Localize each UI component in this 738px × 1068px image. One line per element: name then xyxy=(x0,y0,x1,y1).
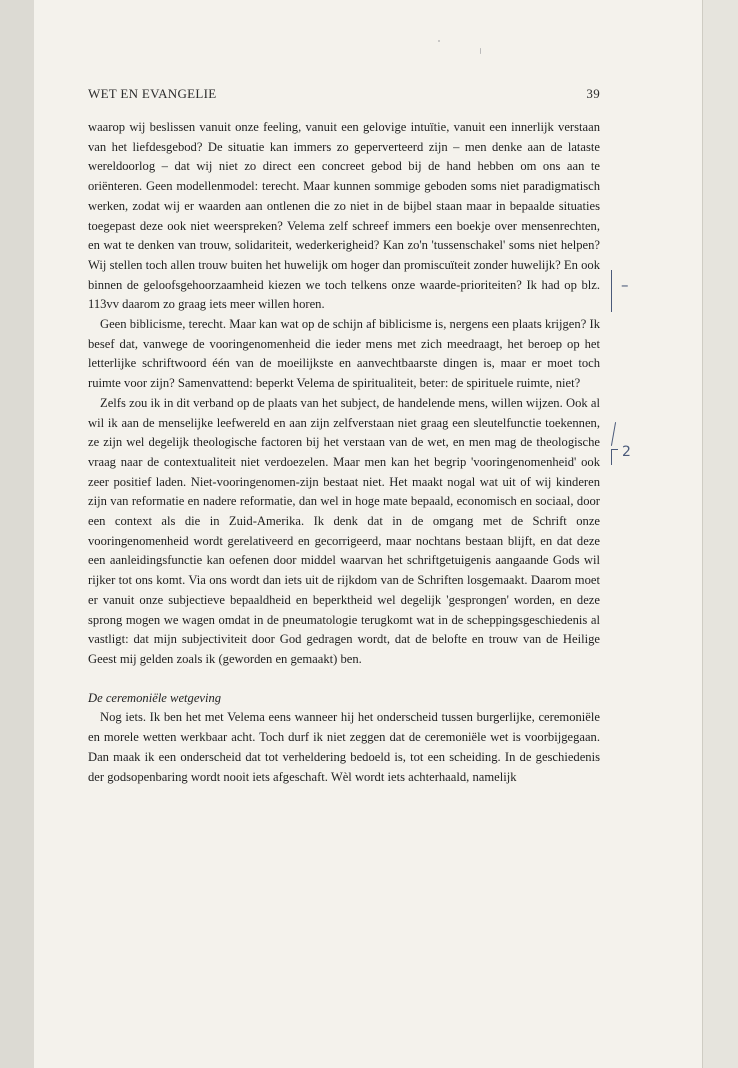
section-heading: De ceremoniële wetgeving xyxy=(88,690,222,705)
running-title: WET EN EVANGELIE xyxy=(88,86,217,101)
speck xyxy=(438,40,440,42)
speck xyxy=(480,48,481,54)
margin-bracket-1 xyxy=(611,270,612,312)
margin-note-1: – xyxy=(621,276,629,294)
margin-note-2: 2 xyxy=(622,444,631,460)
paragraph-1: waarop wij beslissen vanuit onze feeling, vanuit een gelovige intuïtie, vanuit een innerlijk verstaan van het liefdesgebod? De situatie kan immers zo geperverteerd zijn – men denke aan de lataste wereldoorlog – dat wij niet zo direct een concreet gebod bij de hand hebben om ons aan te oriënteren. Geen modellenmodel: terecht. Maar kunnen sommige geboden soms niet paradigmatisch werken, zodat wij er waarden aan ontlenen die zo niet in de bijbel staan maar in bepaalde situaties toegepast deze ook niet weerspreken? Velema zelf schreef immers een boekje over mensenrechten, en wat te denken van trouw, solidariteit, wederkerigheid? Kan zo'n 'tussenschakel' soms niet helpen? Wij stellen toch allen trouw buiten het huwelijk om hoger dan promiscuïteit zonder huwelijk? En ook binnen de geloofsgehoorzaamheid kiezen we toch telkens onze waarde-prioriteiten? Ik had op blz. 113vv daarom zo graag iets meer willen horen. xyxy=(88,120,600,312)
margin-bracket-2-stem xyxy=(611,449,612,465)
page-edge xyxy=(702,0,738,1068)
paragraph-3: Zelfs zou ik in dit verband op de plaats van het subject, de handelende mens, willen wijzen. Ook al wil ik aan de menselijke leefwereld en aan zijn zelfverstaan niet graag een sleutelfunctie toekennen, ze zijn wel degelijk theologische factoren bij het verstaan van de wet, en men mag de theologische vraag naar de contextualiteit niet verdoezelen. Maar men kan het begrip 'vooringenomenheid' ook zeer positief laden. Niet-vooringenomen-zijn bestaat niet. Het maakt nogal wat uit of wij kinderen zijn van reformatie en nadere reformatie, dan wel in hoge mate bepaald, economisch en sociaal, door een context als die in Zuid-Amerika. Ik denk dat in de omgang met de Schrift onze vooringenomenheid wordt gerelativeerd en gecorrigeerd, maar nochtans bestaan blijft, en dat deze een aanleidingsfunctie kan oefenen door middel waarvan het schriftgetuigenis aangaande Gods wil rijker tot ons komt. Via ons wordt dan iets uit de rijkdom van de Schriften losgemaakt. Daarom moet er vanuit onze subjectieve bepaaldheid en beperktheid wel degelijk 'gesprongen' worden, en deze sprong mogen we wagen omdat in de pneumatologie terugkomt wat in de scheppingsgeschiedenis al vastligt: dat mijn subjectiviteit door God gedragen wordt, dat de belofte en trouw van de Heilige Geest mij gelden zoals ik (geworden en gemaakt) ben. xyxy=(88,395,600,666)
section-paragraph: Nog iets. Ik ben het met Velema eens wanneer hij het onderscheid tussen burgerlijke, ceremoniële en morele wetten werkbaar acht. Toch durf ik niet zeggen dat de ceremoniële wet is voorbijgegaan. Dan maak ik een onderscheid dat tot verheldering bedoeld is, tot een scheiding. In de geschiedenis der godsopenbaring wordt nooit iets afgeschaft. Wèl wordt iets achterhaald, namelijk xyxy=(88,710,600,784)
paragraph-2: Geen biblicisme, terecht. Maar kan wat op de schijn af biblicisme is, nergens een plaats krijgen? Ik besef dat, vanwege de vooringenomenheid die ieder mens met zich meedraagt, het beroep op het letterlijke schriftwoord één van de moeilijkste en aanvechtbaarste dingen is, maar er moet toch ruimte voor zijn? Samenvattend: beperkt Velema de spiritualiteit, beter: de spirituele ruimte, niet? xyxy=(88,317,600,391)
page-number: 39 xyxy=(586,86,600,101)
margin-bracket-2-tick xyxy=(611,449,618,450)
body-text xyxy=(88,118,600,787)
